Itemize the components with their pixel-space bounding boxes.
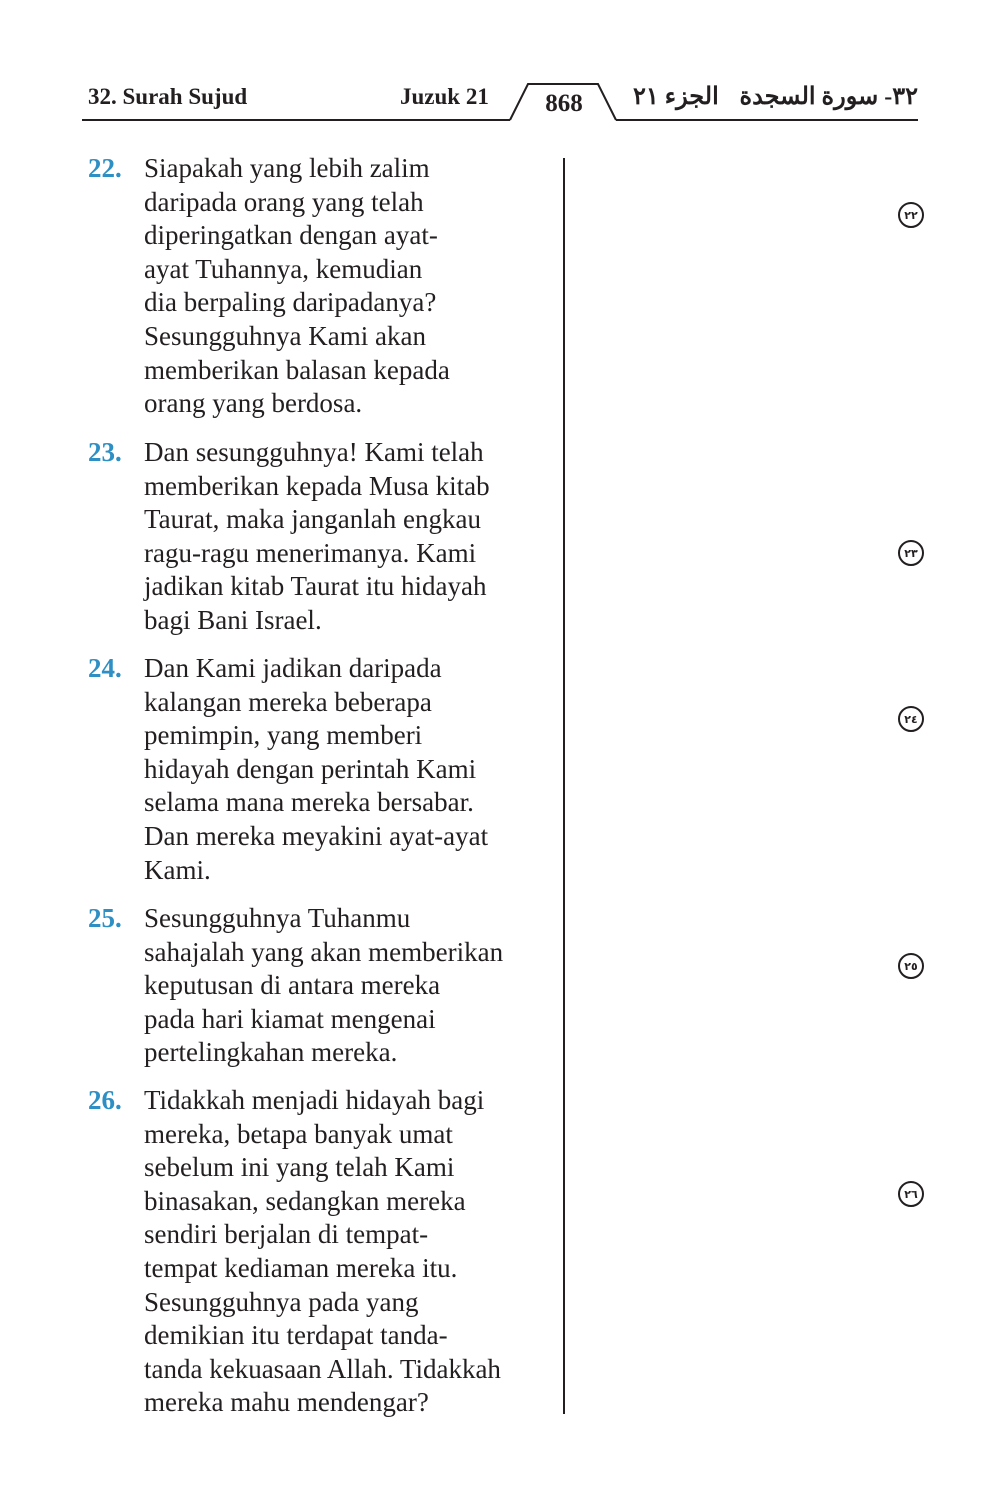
ayah-end-marker: ٢٤ <box>898 706 924 732</box>
page-number: 868 <box>545 90 583 117</box>
juz-arabic-label: الجزء ٢١ <box>633 84 719 110</box>
verse-number: 22. <box>88 153 122 183</box>
ayah-end-marker: ٢٣ <box>898 540 924 566</box>
ayah-end-marker: ٢٦ <box>898 1181 924 1207</box>
verse-number: 24. <box>88 653 122 683</box>
translation-verse-23 <box>88 436 558 638</box>
verse-text: Siapakah yang lebih zalim daripada orang yang telah diperingatkan dengan ayat- ayat Tuhannya, kemudian dia berpaling daripadanya? Sesungguhnya Kami akan memberikan balasan kepada orang yang berdosa. <box>144 153 450 419</box>
arabic-verse-23 <box>604 540 924 580</box>
verse-text: Tidakkah menjadi hidayah bagi mereka, betapa banyak umat sebelum ini yang telah Kami binasakan, sedangkan mereka sendiri berjalan di tempat- tempat kediaman mereka itu. Sesungguhnya pada yang demikian itu terdapat tanda- tanda kekuasaan Allah. Tidakkah mereka mahu mendengar? <box>144 1085 501 1418</box>
verse-text: Dan Kami jadikan daripada kalangan mereka beberapa pemimpin, yang memberi hidayah dengan perintah Kami selama mana mereka bersabar. Dan mereka meyakini ayat-ayat Kami. <box>144 653 489 885</box>
column-divider <box>563 158 565 1414</box>
translation-verse-24 <box>88 652 558 887</box>
verse-text: Dan sesungguhnya! Kami telah memberikan kepada Musa kitab Taurat, maka janganlah engkau ragu-ragu menerimanya. Kami jadikan kitab Taurat itu hidayah bagi Bani Israel. <box>144 437 490 635</box>
surah-arabic-title: ٣٢- سورة السجدة <box>739 84 918 110</box>
verse-number: 25. <box>88 903 122 933</box>
verse-number: 26. <box>88 1085 122 1115</box>
juzuk-label: Juzuk 21 <box>400 84 489 109</box>
arabic-verse-24 <box>604 706 924 746</box>
verse-number: 23. <box>88 437 122 467</box>
translation-verse-25 <box>88 902 558 1070</box>
page-header <box>0 0 1000 130</box>
arabic-verse-22 <box>604 202 924 242</box>
translation-verse-22 <box>88 152 558 421</box>
translation-verse-26 <box>88 1084 558 1420</box>
arabic-verse-26 <box>604 1181 924 1221</box>
arabic-verse-25 <box>604 953 924 993</box>
ayah-end-marker: ٢٢ <box>898 202 924 228</box>
verse-text: Sesungguhnya Tuhanmu sahajalah yang akan memberikan keputusan di antara mereka pada hari kiamat mengenai pertelingkahan mereka. <box>144 903 504 1068</box>
ayah-end-marker: ٢٥ <box>898 953 924 979</box>
surah-title: 32. Surah Sujud <box>88 84 248 109</box>
